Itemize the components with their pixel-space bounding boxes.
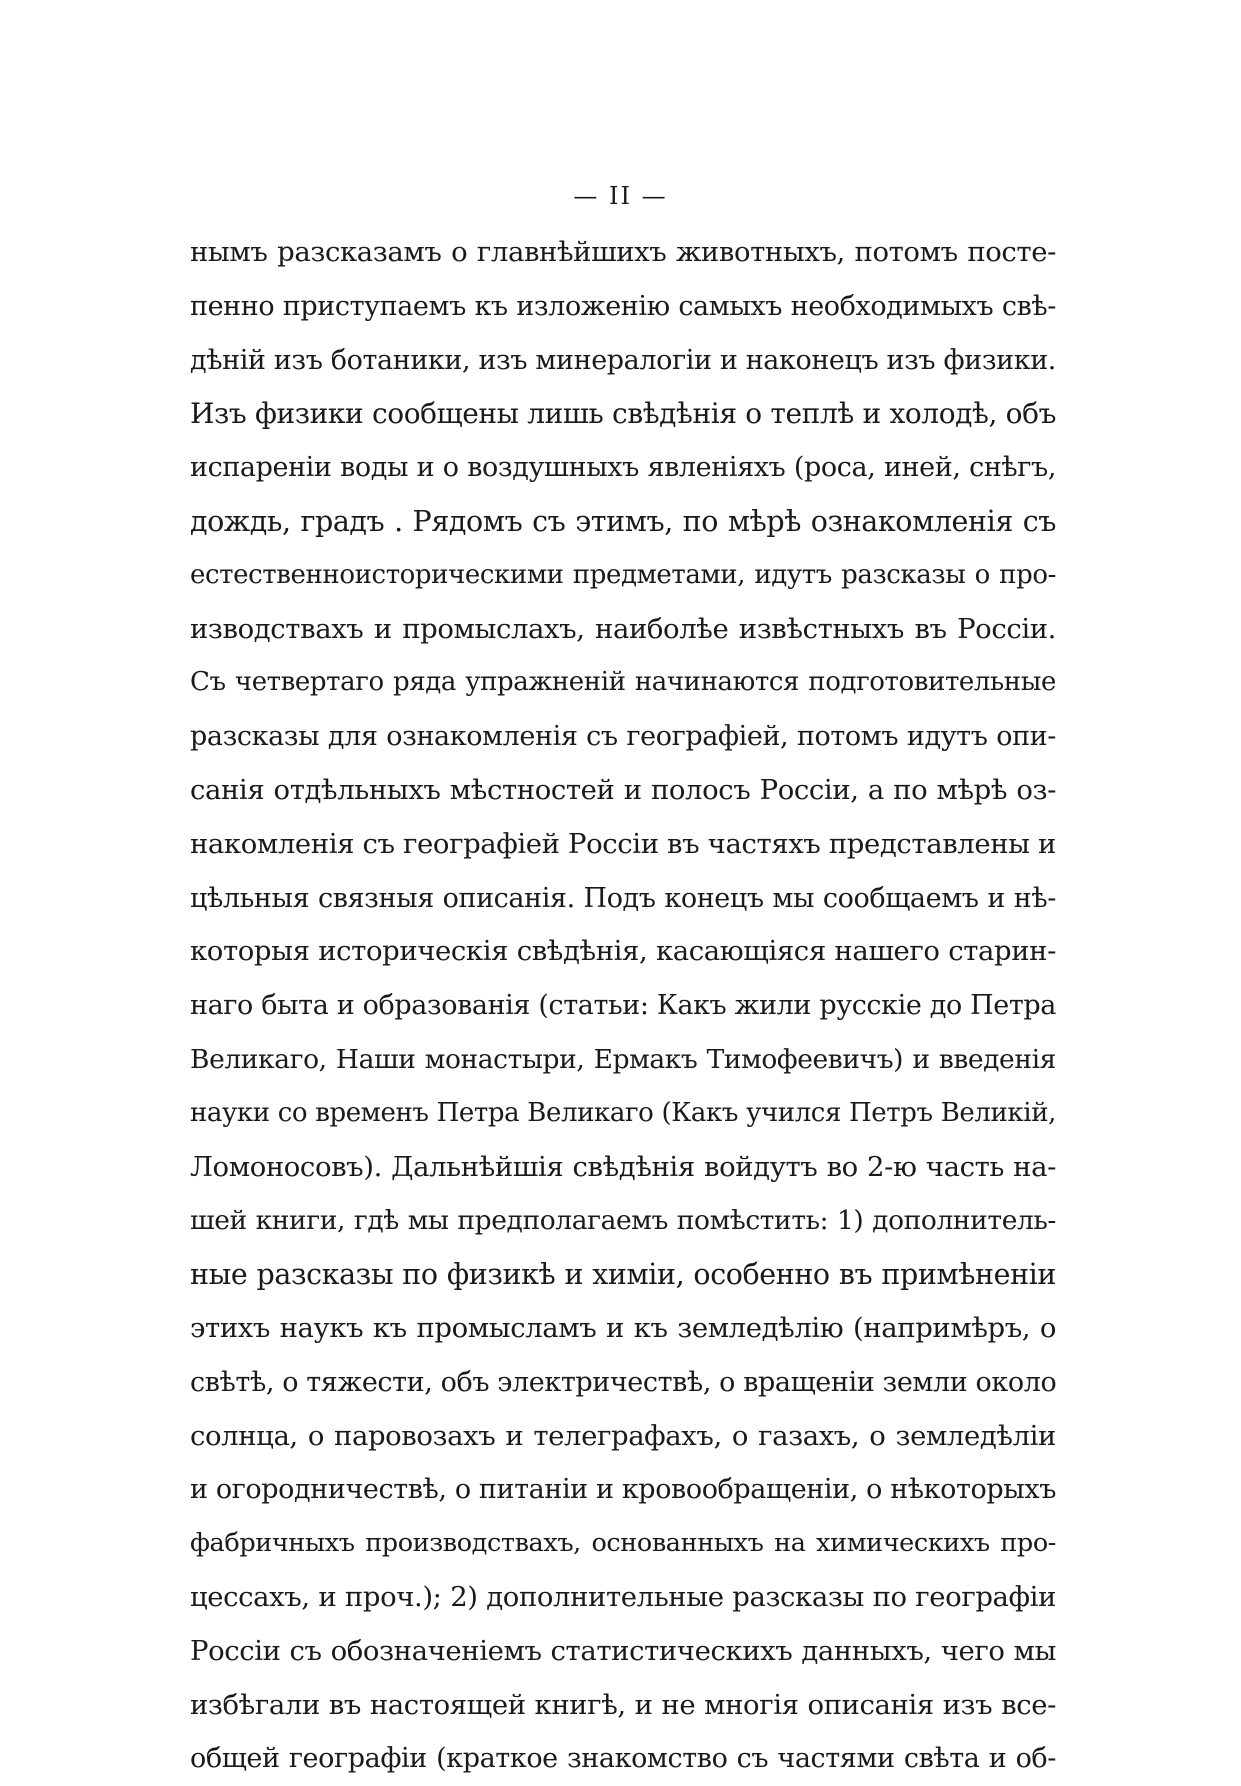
text-line: испареніи воды и о воздушныхъ явленіяхъ (роса, иней, снѣгъ, bbox=[190, 452, 1056, 484]
body-text bbox=[190, 226, 1056, 1786]
text-line: изводствахъ и промыслахъ, наиболѣе извѣстныхъ въ Россіи. bbox=[190, 612, 1056, 645]
text-line: Великаго, Наши монастыри, Ермакъ Тимофеевичъ) и введенія bbox=[190, 1043, 1056, 1075]
text-line: накомленія съ географіей Россіи въ частяхъ представлены и bbox=[190, 827, 1056, 860]
text-line: Россіи съ обозначеніемъ статистическихъ данныхъ, чего мы bbox=[190, 1634, 1056, 1667]
text-line: ные разсказы по физикѣ и химіи, особенно въ примѣненіи bbox=[190, 1258, 1056, 1292]
text-line: Изъ физики сообщены лишь свѣдѣнія о теплѣ и холодѣ, объ bbox=[190, 397, 1056, 431]
text-line: дѣній изъ ботаники, изъ минералогіи и наконецъ изъ физики. bbox=[190, 344, 1056, 376]
text-line: шей книги, гдѣ мы предполагаемъ помѣстить: 1) дополнитель- bbox=[190, 1205, 1056, 1237]
text-line: нымъ разсказамъ о главнѣйшихъ животныхъ, потомъ посте- bbox=[190, 236, 1056, 268]
text-line: свѣтѣ, о тяжести, объ электричествѣ, о вращеніи земли около bbox=[190, 1366, 1056, 1398]
text-line: естественноисторическими предметами, идутъ разсказы о про- bbox=[190, 559, 1056, 590]
text-line: общей географіи (краткое знакомство съ частями свѣта и об- bbox=[190, 1743, 1056, 1775]
text-line: избѣгали въ настоящей книгѣ, и не многія описанія изъ все- bbox=[190, 1688, 1056, 1721]
page-number: — II — bbox=[573, 182, 668, 210]
text-line: наго быта и образованія (статьи: Какъ жили русскіе до Петра bbox=[190, 990, 1056, 1022]
text-line: которыя историческія свѣдѣнія, касающіяся нашего старин- bbox=[190, 935, 1056, 968]
text-line: цессахъ, и проч.); 2) дополнительные разсказы по географіи bbox=[190, 1580, 1056, 1613]
text-line: цѣльныя связныя описанія. Подъ конецъ мы сообщаемъ и нѣ- bbox=[190, 882, 1056, 914]
text-line: солнца, о паровозахъ и телеграфахъ, о газахъ, о земледѣліи bbox=[190, 1419, 1056, 1452]
text-line: дождь, градъ . Рядомъ съ этимъ, по мѣрѣ ознакомленія съ bbox=[190, 504, 1056, 538]
text-line: и огородничествѣ, о питаніи и кровообращеніи, о нѣкоторыхъ bbox=[190, 1474, 1056, 1506]
text-line: пенно приступаемъ къ изложенію самыхъ необходимыхъ свѣ- bbox=[190, 290, 1056, 322]
text-line: разсказы для ознакомленія съ географіей, потомъ идутъ опи- bbox=[190, 721, 1056, 753]
text-line: Ломоносовъ). Дальнѣйшія свѣдѣнія войдутъ во 2-ю часть на- bbox=[190, 1150, 1056, 1183]
text-line: этихъ наукъ къ промысламъ и къ земледѣлію (напримѣръ, о bbox=[190, 1311, 1056, 1344]
text-line: науки со временъ Петра Великаго (Какъ учился Петръ Великій, bbox=[190, 1097, 1056, 1128]
text-line: санія отдѣльныхъ мѣстностей и полосъ Россіи, а по мѣрѣ оз- bbox=[190, 773, 1056, 806]
text-line: Съ четвертаго ряда упражненій начинаются подготовительные bbox=[190, 667, 1056, 698]
text-line: фабричныхъ производствахъ, основанныхъ на химическихъ про- bbox=[190, 1528, 1056, 1559]
